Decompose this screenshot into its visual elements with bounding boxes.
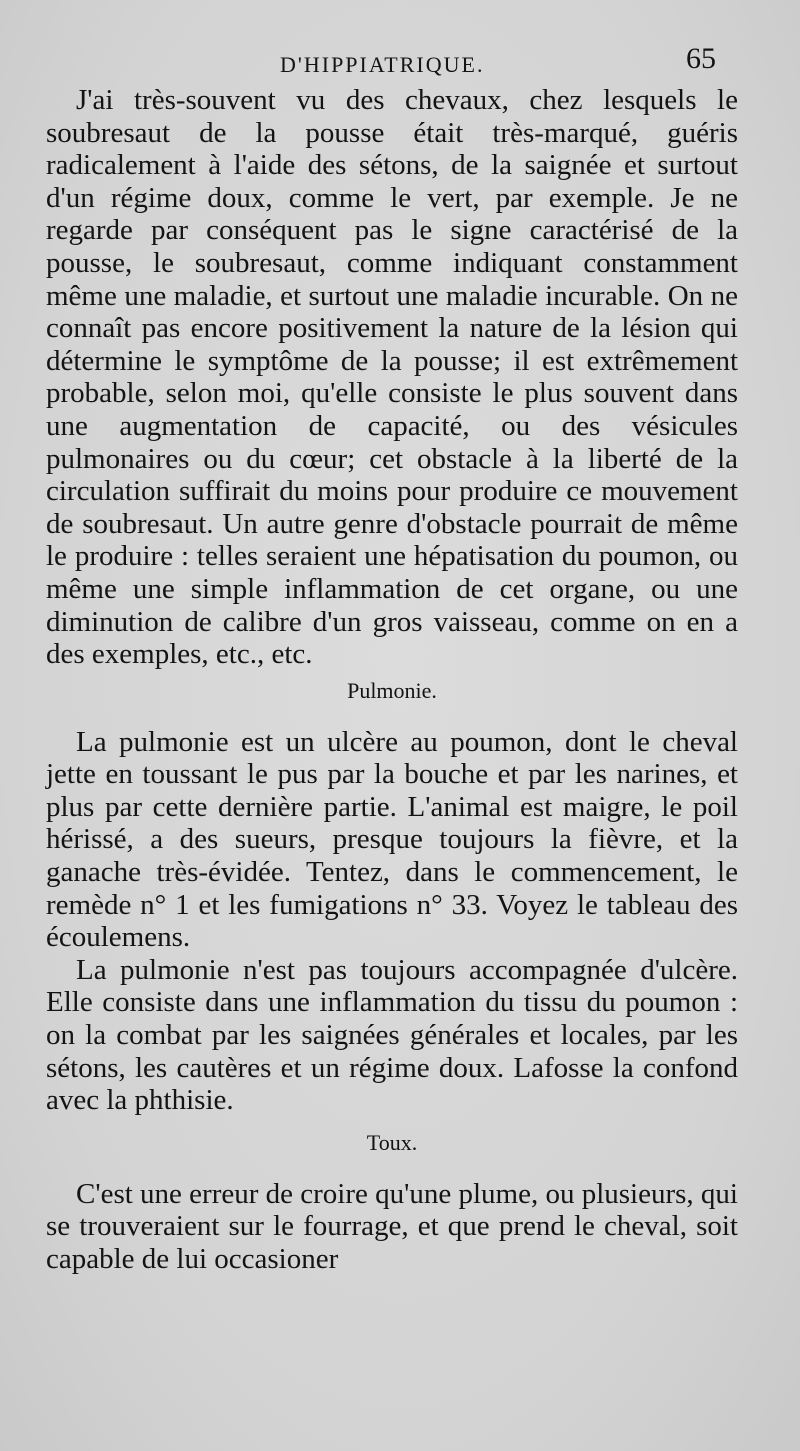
heading-toux: Toux.	[366, 1129, 418, 1155]
paragraph-toux-1: C'est une erreur de croire qu'une plume, ou plusieurs, qui se trouveraient sur le fourrage, et que prend le cheval, soit capable de lui occasioner	[46, 1177, 738, 1275]
paragraph-pulmonie-2: La pulmonie n'est pas toujours accompagnée d'ulcère. Elle consiste dans une inflammation du tissu du poumon : on la combat par les saignées générales et locales, par les sétons, les cautères et un régime doux. Lafosse la confond avec la phthisie.	[46, 953, 738, 1117]
page-header	[0, 42, 800, 82]
running-head: D'HIPPIATRIQUE.	[280, 52, 485, 77]
paragraph-pulmonie-1: La pulmonie est un ulcère au poumon, dont le cheval jette en toussant le pus par la bouche et par les narines, et plus par cette dernière partie. L'animal est maigre, le poil hérissé, a des sueurs, presque toujours la fièvre, et la ganache très-évidée. Tentez, dans le commencement, le remède n° 1 et les fumigations n° 33. Voyez le tableau des écoulemens.	[46, 725, 738, 954]
paragraph-intro: J'ai très-souvent vu des chevaux, chez lesquels le soubresaut de la pousse était très-marqué, guéris radicalement à l'aide des sétons, de la saignée et surtout d'un régime doux, comme le vert, par exemple. Je ne regarde par conséquent pas le signe caractérisé de la pousse, le soubresaut, comme indiquant constamment même une maladie, et surtout une maladie incurable. On ne connaît pas encore positivement la nature de la lésion qui détermine le symptôme de la pousse; il est extrêmement probable, selon moi, qu'elle consiste le plus souvent dans une augmentation de capacité, ou des vésicules pulmonaires ou du cœur; cet obstacle à la liberté de la circulation suffirait du moins pour produire ce mouvement de soubresaut. Un autre genre d'obstacle pourrait de même le produire : telles seraient une hépatisation du poumon, ou même une simple inflammation de cet organe, ou une diminution de calibre d'un gros vaisseau, comme on en a des exemples, etc., etc.	[46, 84, 738, 671]
heading-pulmonie: Pulmonie.	[347, 677, 437, 703]
page-number: 65	[686, 42, 716, 75]
body-text	[46, 84, 738, 1276]
